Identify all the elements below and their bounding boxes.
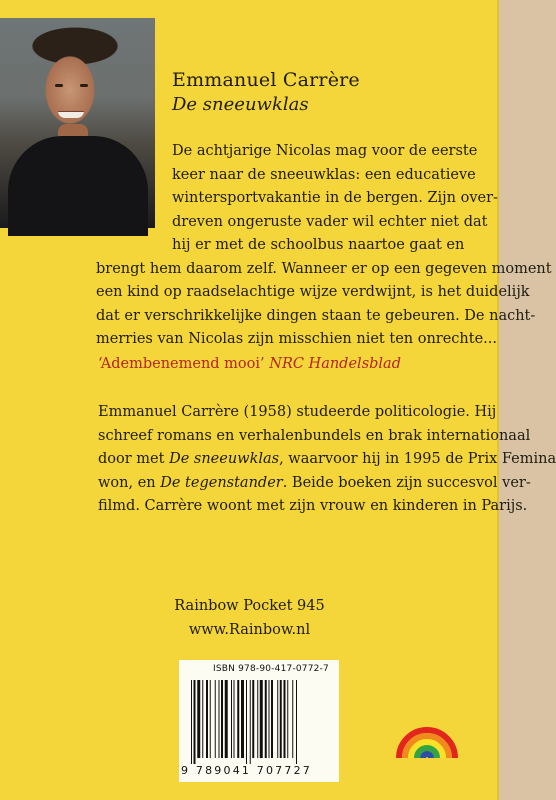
blurb-line: merries van Nicolas zijn misschien niet ten onrechte... <box>96 331 497 347</box>
barcode-bar <box>292 680 293 758</box>
blurb-line: wintersportvakantie in de bergen. Zijn over- <box>172 190 498 206</box>
barcode-bar <box>280 680 282 758</box>
blurb-line: De achtjarige Nicolas mag voor de eerste <box>172 143 478 159</box>
rainbow-logo <box>393 692 461 762</box>
barcode-bar <box>206 680 208 758</box>
barcode-bar <box>221 680 223 758</box>
barcode-bar <box>265 680 267 758</box>
barcode-bar <box>231 680 232 758</box>
photo-eye-right <box>80 84 88 87</box>
barcode-bar <box>260 680 263 758</box>
blurb-line: hij er met de schoolbus naartoe gaat en <box>172 237 465 253</box>
barcode-bar <box>225 680 228 758</box>
barcode-bar <box>250 680 251 764</box>
author-photo <box>0 18 155 228</box>
bio-line: Emmanuel Carrère (1958) studeerde politicologie. Hij <box>98 404 497 420</box>
barcode-bar <box>257 680 258 758</box>
barcode-bar <box>215 680 216 758</box>
barcode-bar <box>296 680 297 764</box>
barcode-bar <box>241 680 244 758</box>
quote-source: NRC Handelsblad <box>269 356 401 372</box>
bio-line: schreef romans en verhalenbundels en brak internationaal <box>98 427 531 444</box>
barcode-bar <box>191 680 192 764</box>
barcode-bar <box>269 680 270 758</box>
barcode-bar <box>277 680 278 758</box>
blurb-line: dreven ongeruste vader wil echter niet dat <box>172 213 488 230</box>
quote-text: ‘Adembenemend mooi’ <box>98 356 265 372</box>
author-name: Emmanuel Carrère <box>172 69 360 91</box>
barcode-bars <box>191 680 331 764</box>
imprint <box>0 594 499 642</box>
bio-line: filmd. Carrère woont met zijn vrouw en kinderen in Parijs. <box>98 498 528 514</box>
bio-book-title: De sneeuwklas <box>169 451 280 467</box>
bio-text: , waarvoor hij in 1995 de Prix Femina <box>279 451 556 467</box>
blurb-line: dat er verschrikkelijke dingen staan te gebeuren. De nacht- <box>96 307 536 324</box>
bio-text: door met <box>98 451 170 467</box>
barcode-bar <box>197 680 200 758</box>
barcode-bar <box>246 680 247 764</box>
blurb-line: keer naar de sneeuwklas: een educatieve <box>172 166 476 183</box>
isbn-label: ISBN 978-90-417-0772-7 <box>213 664 329 674</box>
barcode <box>179 660 339 782</box>
photo-mouth <box>58 111 84 118</box>
barcode-bar <box>284 680 286 758</box>
blurb-line: brengt hem daarom zelf. Wanneer er op een gegeven moment <box>96 260 552 277</box>
book-title: De sneeuwklas <box>172 94 309 115</box>
barcode-bar <box>287 680 288 758</box>
photo-torso <box>8 136 148 236</box>
series-label: Rainbow Pocket 945 <box>174 598 325 614</box>
barcode-bar <box>210 680 211 758</box>
website-link[interactable]: www.Rainbow.nl <box>188 622 311 638</box>
barcode-bar <box>252 680 254 758</box>
bio-line <box>98 472 531 496</box>
barcode-bar <box>194 680 196 764</box>
press-quote <box>0 356 499 372</box>
blurb-line: een kind op raadselachtige wijze verdwijnt, is het duidelijk <box>96 284 530 300</box>
barcode-bar <box>202 680 203 758</box>
bio-text: won, en <box>98 474 161 491</box>
photo-eye-left <box>55 84 63 87</box>
barcode-digits: 9 789041 707727 <box>181 764 312 777</box>
bio-book-title: De tegenstander <box>160 474 283 491</box>
bio-line <box>98 448 556 472</box>
barcode-bar <box>237 680 239 758</box>
author-bio <box>98 401 556 519</box>
bio-text: . Beide boeken zijn succesvol ver- <box>282 474 531 491</box>
barcode-bar <box>271 680 273 758</box>
barcode-bar <box>234 680 235 758</box>
barcode-bar <box>219 680 220 758</box>
